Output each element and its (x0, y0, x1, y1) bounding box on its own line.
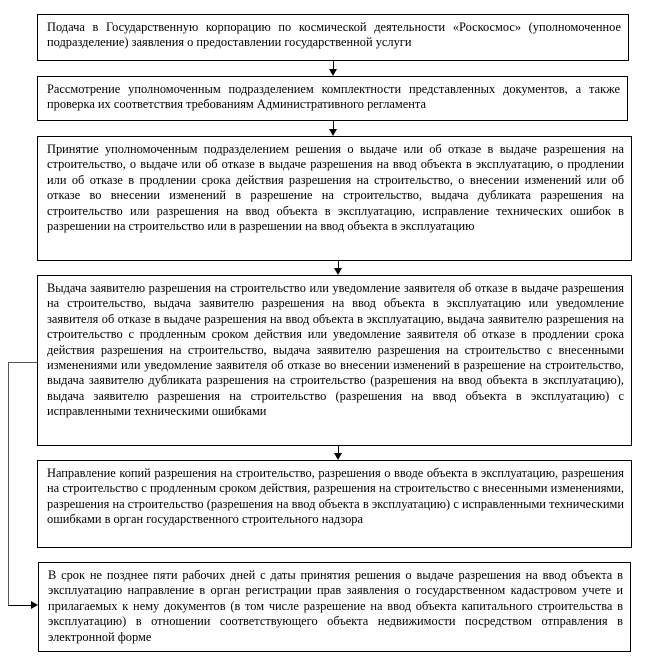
arrow-down-icon (329, 69, 337, 76)
bypass-connector-bottom (8, 605, 32, 606)
step-box-2 (37, 76, 628, 121)
step-text-4: Выдача заявителю разрешения на строительство или уведомление заявителя об отказе в выдаче разрешения на строительство, выдача заявителю разрешения на ввод объекта в эксплуатацию или уведомление заявителя об отказе в выдаче разрешения на ввод объекта в эксплуатацию, выдача заявителю разрешения на строительство с продленным сроком действия или уведомление заявителя об отказе в продлении срока действия разрешения на строительство, выдача заявителю разрешения на строительство с внесенными изменениями или уведомление заявителя об отказе во внесении изменений в разрешение на строительство, выдача заявителю дубликата разрешения на строительство (разрешения на ввод объекта в эксплуатацию), выдача заявителю разрешения на строительство (разрешения на ввод объекта в эксплуатацию) с исправленными техническими ошибками (47, 281, 624, 419)
step-text-5: Направление копий разрешения на строительство, разрешения о вводе объекта в эксплуатацию, разрешения на строительство с продленным сроком действия, разрешения на строительство с внесенными изменениями, разрешения на строительство (разрешения на ввод объекта в эксплуатацию) с исправленными техническими ошибками в орган государственного строительного надзора (47, 466, 624, 527)
step-text-3: Принятие уполномоченным подразделением решения о выдаче или об отказе в выдаче разрешения на строительство, о выдаче или об отказе в выдаче разрешения на ввод объекта в эксплуатацию, о продлении или об отказе в продлении срока действия разрешения на строительство, о внесении изменений или об отказе во внесении изменений в разрешение на строительство, выдача дубликата разрешения на строительство или разрешения на ввод объекта в эксплуатацию, исправление технических ошибок в разрешении на строительство или в разрешении на ввод объекта в эксплуатацию (47, 142, 624, 234)
arrow-down-icon (329, 129, 337, 136)
arrow-down-icon (334, 453, 342, 460)
step-box-4 (37, 275, 632, 446)
step-text-1: Подача в Государственную корпорацию по космической деятельности «Роскосмос» (уполномоченное подразделение) заявления о предоставлении государственной услуги (47, 20, 621, 50)
bypass-connector-top (8, 362, 37, 363)
step-box-3 (37, 136, 632, 261)
bypass-connector-vertical (8, 362, 9, 606)
step-text-6: В срок не позднее пяти рабочих дней с даты принятия решения о выдаче разрешения на ввод объекта в эксплуатацию направление в орган регистрации прав заявления о государственном кадастровом учете и прилагаемых к нему документов (в том числе разрешение на ввод объекта капитального строительства в эксплуатацию) в отношении соответствующего объекта недвижимости посредством отправления в электронной форме (48, 568, 623, 644)
step-box-5 (37, 460, 632, 548)
step-text-2: Рассмотрение уполномоченным подразделением комплектности представленных документов, а также проверка их соответствия требованиям Административного регламента (47, 82, 620, 112)
arrow-down-icon (334, 268, 342, 275)
arrow-right-icon (31, 601, 38, 609)
step-box-6 (38, 562, 631, 652)
step-box-1 (37, 14, 629, 61)
